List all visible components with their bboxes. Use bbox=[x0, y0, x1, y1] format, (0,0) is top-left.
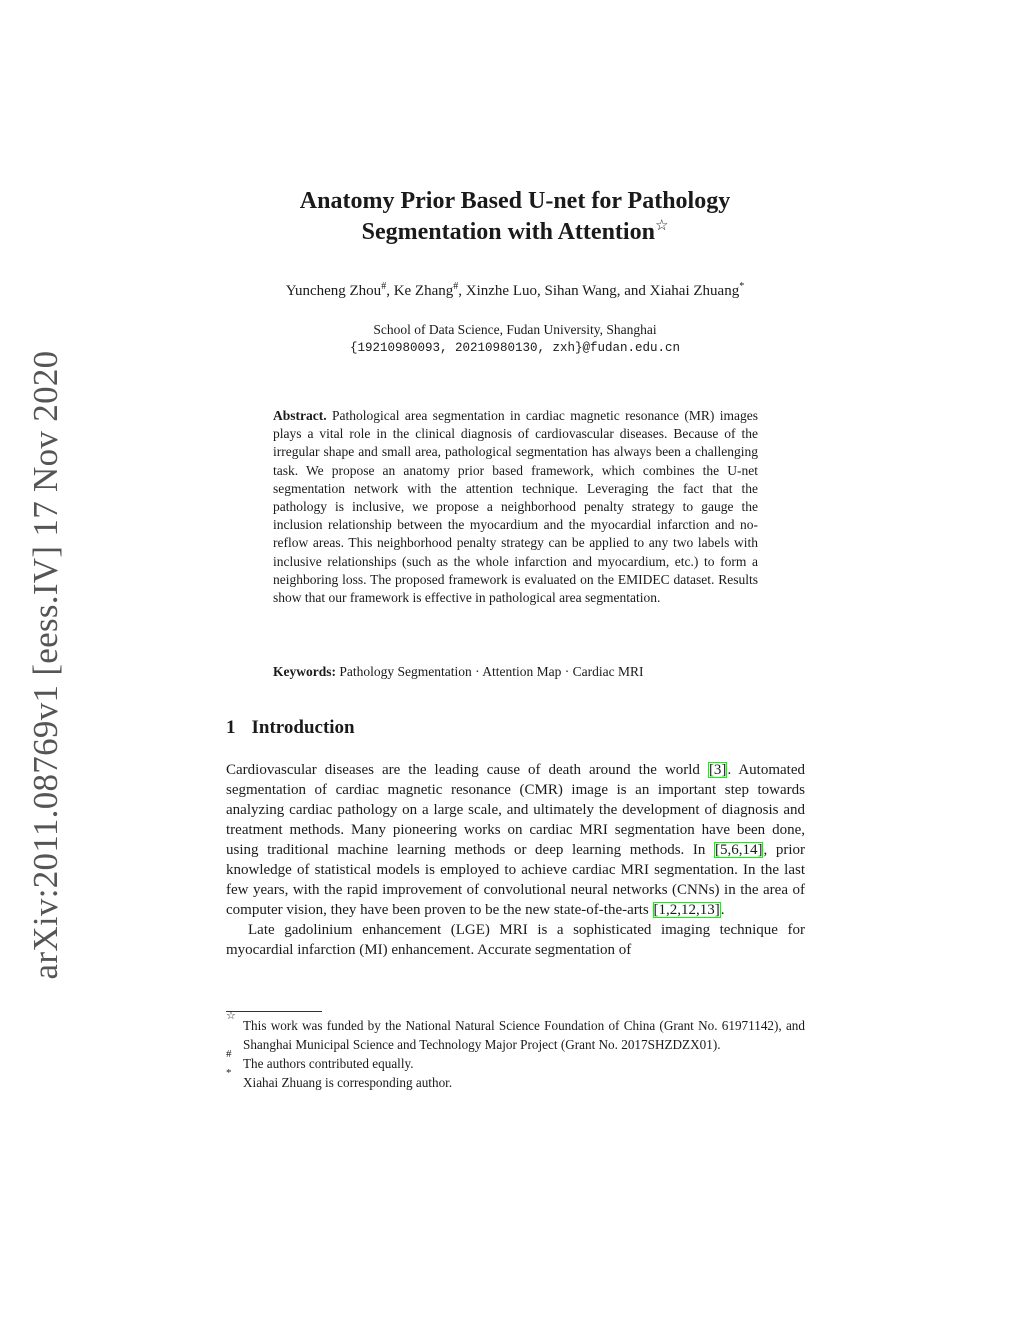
author-separator: , bbox=[386, 283, 394, 299]
footnote-funding-text: This work was funded by the National Natural Science Foundation of China (Grant No. 61971142), and Shanghai Municipal Science and Technology Major Project (Grant No. 2017SHZDZX01). bbox=[243, 1018, 805, 1052]
footnote-corresponding-text: Xiahai Zhuang is corresponding author. bbox=[243, 1075, 453, 1090]
abstract-text: Pathological area segmentation in cardiac magnetic resonance (MR) images plays a vital role in the clinical diagnosis of cardiovascular diseases. Because of the irregular shape and small area, pathological segmentation has always been a challenging task. We propose an anatomy prior based framework, which combines the U-net segmentation network with the attention technique. Leveraging the fact that the pathology is inclusive, we propose a neighborhood penalty strategy to gauge the inclusion relationship between the myocardium and the myocardial infarction and no-reflow areas. This neighborhood penalty strategy can be applied to any two labels with inclusive relationships (such as the whole infarction and myocardium, etc.) to form a neighboring loss. The proposed framework is evaluated on the EMIDEC dataset. Results show that our framework is effective in pathological area segmentation. bbox=[273, 408, 759, 606]
keywords-label: Keywords: bbox=[273, 664, 336, 679]
footnote-funding bbox=[226, 1010, 805, 1054]
abstract-block bbox=[273, 407, 758, 607]
intro-paragraph-2: Late gadolinium enhancement (LGE) MRI is a sophisticated imaging technique for myocardial infarction (MI) enhancement. Accurate segmentation of bbox=[226, 922, 805, 958]
author-2: Ke Zhang bbox=[393, 283, 454, 299]
footnote-equal-contribution bbox=[226, 1048, 805, 1073]
author-2-mark: # bbox=[453, 281, 459, 292]
intro-paragraph-1 bbox=[226, 760, 805, 920]
footnote-asterisk-mark: * bbox=[226, 1067, 232, 1079]
author-1: Yuncheng Zhou bbox=[285, 283, 382, 299]
footnote-corresponding bbox=[226, 1067, 805, 1092]
section-number: 1 bbox=[226, 717, 236, 738]
affiliation bbox=[200, 320, 830, 358]
title-line-2-text: Segmentation with Attention bbox=[361, 219, 655, 245]
citation-link-5-6-14[interactable]: [5,6,14] bbox=[714, 842, 763, 858]
title-footnote-star: ☆ bbox=[654, 218, 669, 234]
section-title: Introduction bbox=[251, 717, 355, 738]
paper-title bbox=[200, 186, 830, 248]
arxiv-id: arXiv:2011.08769v1 [eess.IV] 17 Nov 2020 bbox=[26, 350, 65, 980]
introduction-body bbox=[226, 760, 805, 960]
arxiv-sidebar-stamp bbox=[26, 345, 66, 985]
author-list bbox=[200, 283, 830, 300]
intro-p1-text-d: . bbox=[720, 902, 725, 918]
author-1-mark: # bbox=[381, 281, 387, 292]
title-line-2 bbox=[200, 217, 830, 248]
title-line-1: Anatomy Prior Based U-net for Pathology bbox=[299, 188, 731, 214]
citation-link-1-2-12-13[interactable]: [1,2,12,13] bbox=[653, 902, 720, 918]
footnote-equal-text: The authors contributed equally. bbox=[243, 1056, 414, 1071]
footnote-star-mark: ☆ bbox=[226, 1010, 236, 1022]
footnote-hash-mark: # bbox=[226, 1048, 232, 1060]
keywords-block bbox=[273, 664, 758, 680]
footnote-rule bbox=[226, 1011, 322, 1012]
authors-rest: , Xinzhe Luo, Sihan Wang, and Xiahai Zhuang bbox=[458, 283, 740, 299]
intro-p1-text-c: , prior knowledge of statistical models is employed to achieve cardiac MRI segmentation. In the last few years, with the rapid improvement of convolutional neural networks (CNNs) in the area of computer vision, they have been proven to be the new state-of-the-arts bbox=[226, 842, 805, 918]
intro-p1-text-b: . Automated segmentation of cardiac magnetic resonance (CMR) image is an important step towards analyzing cardiac pathology on a large scale, and ultimately the development of diagnosis and treatment methods. Many pioneering works on cardiac MRI segmentation have been done, using traditional machine learning methods or deep learning methods. In bbox=[226, 762, 806, 858]
section-heading bbox=[226, 717, 355, 739]
footnotes bbox=[226, 1010, 805, 1092]
citation-link-3[interactable]: [3] bbox=[708, 762, 727, 778]
abstract-label: Abstract. bbox=[273, 408, 327, 423]
intro-p1-text-a: Cardiovascular diseases are the leading cause of death around the world bbox=[226, 762, 708, 778]
author-emails: {19210980093, 20210980130, zxh}@fudan.edu.cn bbox=[349, 341, 681, 355]
institution: School of Data Science, Fudan University, Shanghai bbox=[373, 322, 657, 337]
corresponding-mark: * bbox=[739, 281, 745, 292]
keywords-text: Pathology Segmentation · Attention Map · Cardiac MRI bbox=[339, 664, 644, 679]
